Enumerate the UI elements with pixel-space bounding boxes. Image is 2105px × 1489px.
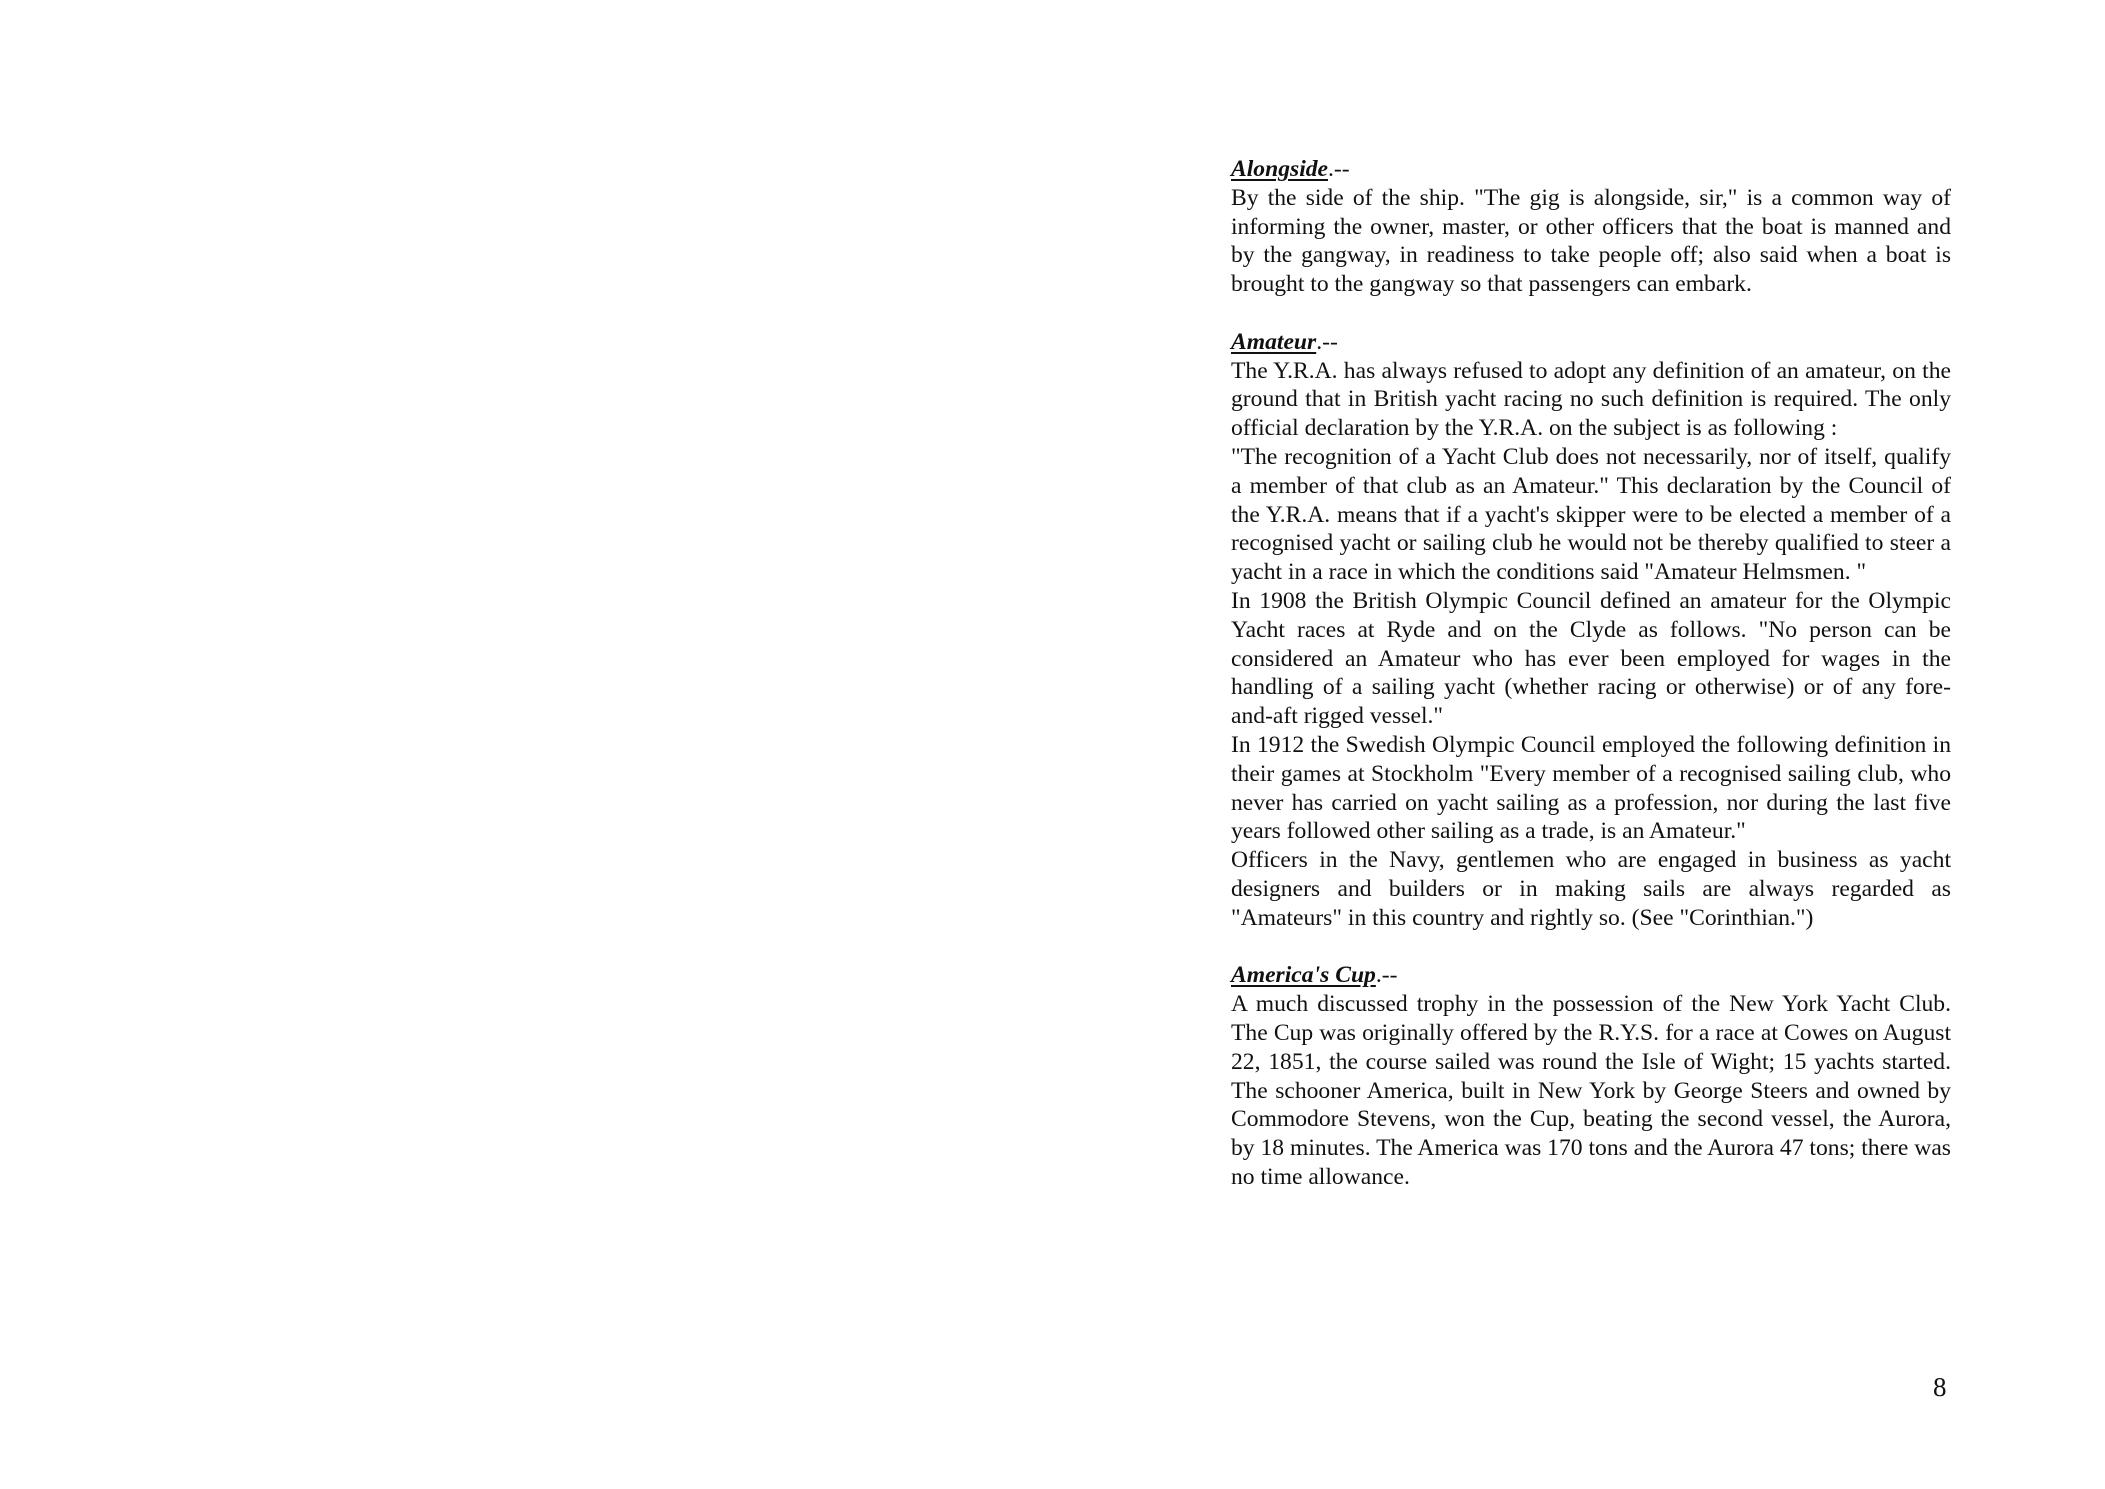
- entry-paragraph: "The recognition of a Yacht Club does not necessarily, nor of itself, qualify a member of that club as an Amateur." This declaration by the Council of the Y.R.A. means that if a yacht's skipper were to be elected a member of a recognised yacht or sailing club he would not be thereby qualified to steer a yacht in a race in which the conditions said "Amateur Helmsmen. ": [1231, 443, 1951, 586]
- entry-paragraph: In 1908 the British Olympic Council defined an amateur for the Olympic Yacht races at Ryde and on the Clyde as follows. "No person can be considered an Amateur who has ever been employed for wages in the handling of a sailing yacht (whether racing or otherwise) or of any fore-and-aft rigged vessel.": [1231, 587, 1951, 730]
- left-page-blank: [0, 0, 1052, 1489]
- entry-paragraph: By the side of the ship. "The gig is alongside, sir," is a common way of informing the owner, master, or other officers that the boat is manned and by the gangway, in readiness to take people off; also said when a boat is brought to the gangway so that passengers can embark.: [1231, 184, 1951, 298]
- entry-paragraph: Officers in the Navy, gentlemen who are engaged in business as yacht designers and builders or in making sails are always regarded as "Amateurs" in this country and rightly so. (See "Corinthian."): [1231, 847, 1951, 931]
- glossary-entry-alongside: [1231, 155, 1951, 299]
- entry-paragraph: A much discussed trophy in the possession of the New York Yacht Club. The Cup was originally offered by the R.Y.S. for a race at Cowes on August 22, 1851, the course sailed was round the Isle of Wight; 15 yachts started. The schooner America, built in New York by George Steers and owned by Commodore Stevens, won the Cup, beating the second vessel, the Aurora, by 18 minutes. The America was 170 tons and the Aurora 47 tons; there was no time allowance.: [1231, 991, 1951, 1190]
- glossary-entry-americas-cup: [1231, 961, 1951, 1191]
- entry-paragraph: The Y.R.A. has always refused to adopt any definition of an amateur, on the ground that in British yacht racing no such definition is required. The only official declaration by the Y.R.A. on the subject is as following :: [1231, 357, 1951, 442]
- entry-paragraph: In 1912 the Swedish Olympic Council employed the following definition in their games at Stockholm "Every member of a recognised sailing club, who never has carried on yacht sailing as a profession, nor during the last five years followed other sailing as a trade, is an Amateur.": [1231, 731, 1951, 845]
- entry-heading: [1231, 328, 1951, 357]
- entry-term-suffix: .--: [1316, 328, 1338, 355]
- entry-term-suffix: .--: [1328, 156, 1350, 182]
- entry-heading: [1231, 155, 1951, 184]
- entry-heading: [1231, 961, 1951, 990]
- glossary-text-block: [1231, 155, 1951, 1220]
- entry-term: America's Cup: [1231, 962, 1376, 989]
- entry-term-suffix: .--: [1375, 962, 1398, 989]
- entry-term: Alongside: [1231, 156, 1329, 182]
- page-number: 8: [1933, 1372, 1947, 1402]
- entry-term: Amateur: [1231, 328, 1317, 355]
- glossary-entry-amateur: [1231, 328, 1951, 933]
